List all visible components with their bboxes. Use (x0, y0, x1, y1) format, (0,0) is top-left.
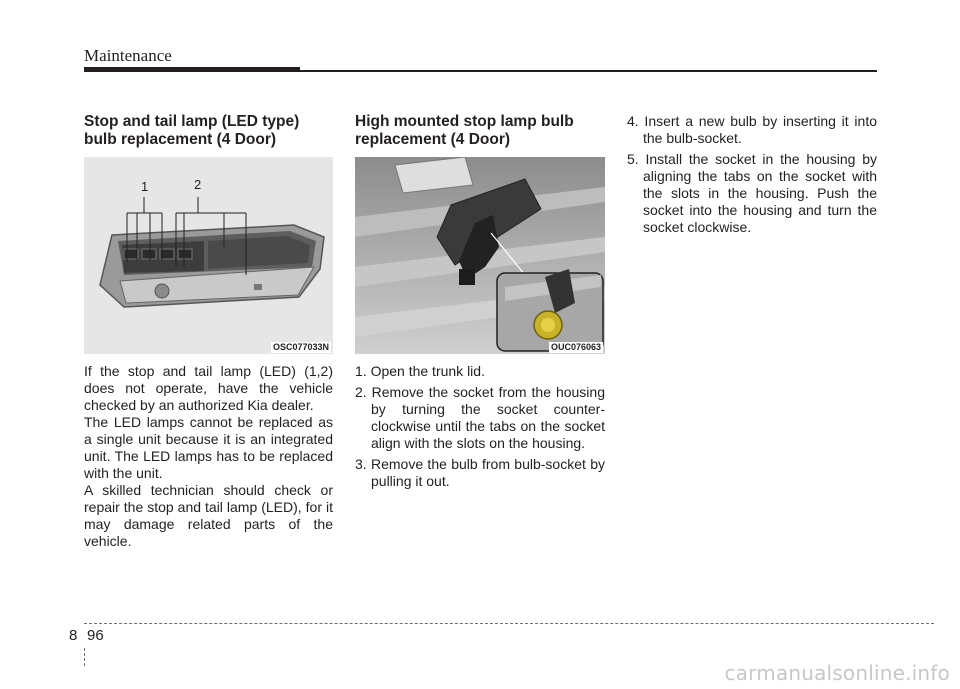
stop-lamp-figure (355, 157, 605, 354)
middle-heading-line-1: High mounted stop lamp bulb (355, 113, 574, 130)
step-3: 3. Remove the bulb from bulb-socket by pulling it out. (355, 456, 605, 489)
left-paragraph-2: The LED lamps cannot be replaced as a single unit because it is an integrated unit. The LED lamps has to be replaced with the unit. (84, 414, 333, 481)
left-heading (84, 113, 299, 149)
left-heading-line-2: bulb replacement (4 Door) (84, 131, 277, 148)
tail-lamp-illustration (84, 157, 333, 354)
page-number: 96 (87, 627, 104, 644)
callout-2: 2 (194, 177, 202, 192)
figure-code: OUC076063 (550, 342, 601, 352)
chapter-number: 8 (69, 627, 78, 644)
middle-heading (355, 113, 574, 149)
step-2: 2. Remove the socket from the housing by turning the socket counter-clockwise until the tabs on the socket align with the slots on the housing. (355, 384, 605, 451)
middle-heading-line-2: replacement (4 Door) (355, 131, 511, 148)
footer-rule (84, 623, 934, 624)
stop-lamp-illustration (355, 157, 605, 354)
step-4: 4. Insert a new bulb by inserting it into the bulb-socket. (627, 113, 877, 146)
tail-lamp-figure (84, 157, 333, 354)
right-steps (627, 113, 877, 240)
footer-divider (84, 648, 85, 666)
header-rule-thick (84, 67, 300, 72)
callout-1: 1 (141, 179, 149, 194)
step-5: 5. Install the socket in the housing by aligning the tabs on the socket with the slots in the housing. Push the socket into the housing and turn the socket clockwise. (627, 151, 877, 235)
left-heading-line-1: Stop and tail lamp (LED type) (84, 113, 300, 130)
left-paragraph-1: If the stop and tail lamp (LED) (1,2) does not operate, have the vehicle checked by an authorized Kia dealer. (84, 363, 333, 413)
figure-code: OSC077033N (272, 342, 329, 352)
middle-steps (355, 363, 605, 494)
left-paragraph-3: A skilled technician should check or repair the stop and tail lamp (LED), for it may damage related parts of the vehicle. (84, 482, 333, 549)
watermark: carmanualsonline.info (724, 661, 950, 685)
header-rule-thin (300, 70, 877, 72)
section-title: Maintenance (84, 46, 172, 65)
step-1: 1. Open the trunk lid. (355, 363, 485, 379)
